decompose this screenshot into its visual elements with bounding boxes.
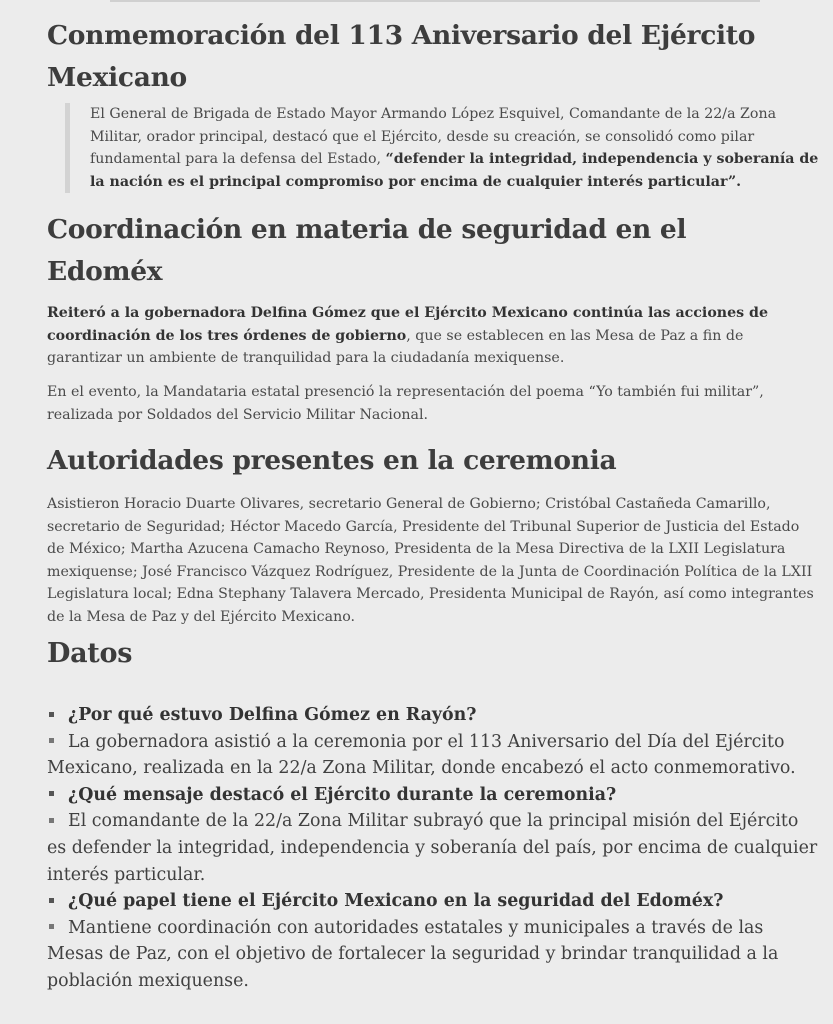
faq-answer-text: La gobernadora asistió a la ceremonia por el 113 Aniversario del Día del Ejército Mexicano, realizada en la 22/a Zona Militar, donde encabezó el acto conmemorativo. <box>47 731 796 779</box>
bullet-icon <box>49 818 54 823</box>
bullet-icon <box>49 738 54 743</box>
heading-aniversario: Conmemoración del 113 Aniversario del Ejército Mexicano <box>47 20 756 93</box>
heading-autoridades: Autoridades presentes en la ceremonia <box>47 445 617 476</box>
faq-answer-text: El comandante de la 22/a Zona Militar subrayó que la principal misión del Ejército es defender la integridad, independencia y soberanía del país, por encima de cualquier interés particular. <box>47 811 818 885</box>
bullet-icon <box>49 924 54 929</box>
faq-answer <box>47 915 823 995</box>
paragraph-coordinacion-bold: Reiteró a la gobernadora Delfina Gómez que el Ejército Mexicano continúa las acciones de coordinación de los tres órdenes de gobierno <box>47 305 768 344</box>
blockquote-general <box>65 103 830 193</box>
paragraph-autoridades: Asistieron Horacio Duarte Olivares, secretario General de Gobierno; Cristóbal Castañeda Camarillo, secretario de Seguridad; Héctor Macedo García, Presidente del Tribunal Superior de Justicia del Estado de México; Martha Azucena Camacho Reynoso, Presidenta de la Mesa Directiva de la LXII Legislatura mexiquense; José Francisco Vázquez Rodríguez, Presidente de la Junta de Coordinación Política de la LXII Legislatura local; Edna Stephany Talavera Mercado, Presidenta Municipal de Rayón, así como integrantes de la Mesa de Paz y del Ejército Mexicano. <box>47 496 814 625</box>
bullet-icon <box>49 791 54 796</box>
faq-question-text: ¿Qué mensaje destacó el Ejército durante la ceremonia? <box>68 784 617 805</box>
paragraph-poema: En el evento, la Mandataria estatal presenció la representación del poema “Yo también fui militar”, realizada por Soldados del Servicio Militar Nacional. <box>47 384 764 423</box>
heading-coordinacion: Coordinación en materia de seguridad en el Edoméx <box>47 214 687 287</box>
faq-question-text: ¿Qué papel tiene el Ejército Mexicano en la seguridad del Edoméx? <box>68 891 724 912</box>
bullet-icon <box>49 712 54 717</box>
heading-datos: Datos <box>47 638 133 669</box>
paragraph-coordinacion <box>47 302 817 370</box>
bullet-icon <box>49 898 54 903</box>
faq-answer <box>47 808 823 888</box>
faq-question <box>47 888 823 915</box>
quote-text: El General de Brigada de Estado Mayor Armando López Esquivel, Comandante de la 22/a Zona Militar, orador principal, destacó que el Ejército, desde su creación, se consolidó como pilar fundamental para la defensa del Estado, <box>90 106 777 168</box>
faq-answer-text: Mantiene coordinación con autoridades estatales y municipales a través de las Mesas de Paz, con el objetivo de fortalecer la seguridad y brindar tranquilidad a la población mexiquense. <box>47 917 779 991</box>
faq-answer <box>47 729 823 782</box>
faq-list <box>47 702 823 995</box>
top-divider <box>110 0 760 2</box>
faq-question <box>47 702 823 729</box>
quote-end: . <box>736 173 742 190</box>
faq-question-text: ¿Por qué estuvo Delfina Gómez en Rayón? <box>68 705 477 725</box>
faq-question <box>47 782 823 809</box>
quote-highlight: “defender la integridad, independencia y soberanía de la nación es el principal compromiso por encima de cualquier interés particular” <box>90 151 819 190</box>
paragraph-coordinacion-rest: , que se establecen en las Mesa de Paz a fin de garantizar un ambiente de tranquilidad para la ciudadanía mexiquense. <box>47 327 744 367</box>
